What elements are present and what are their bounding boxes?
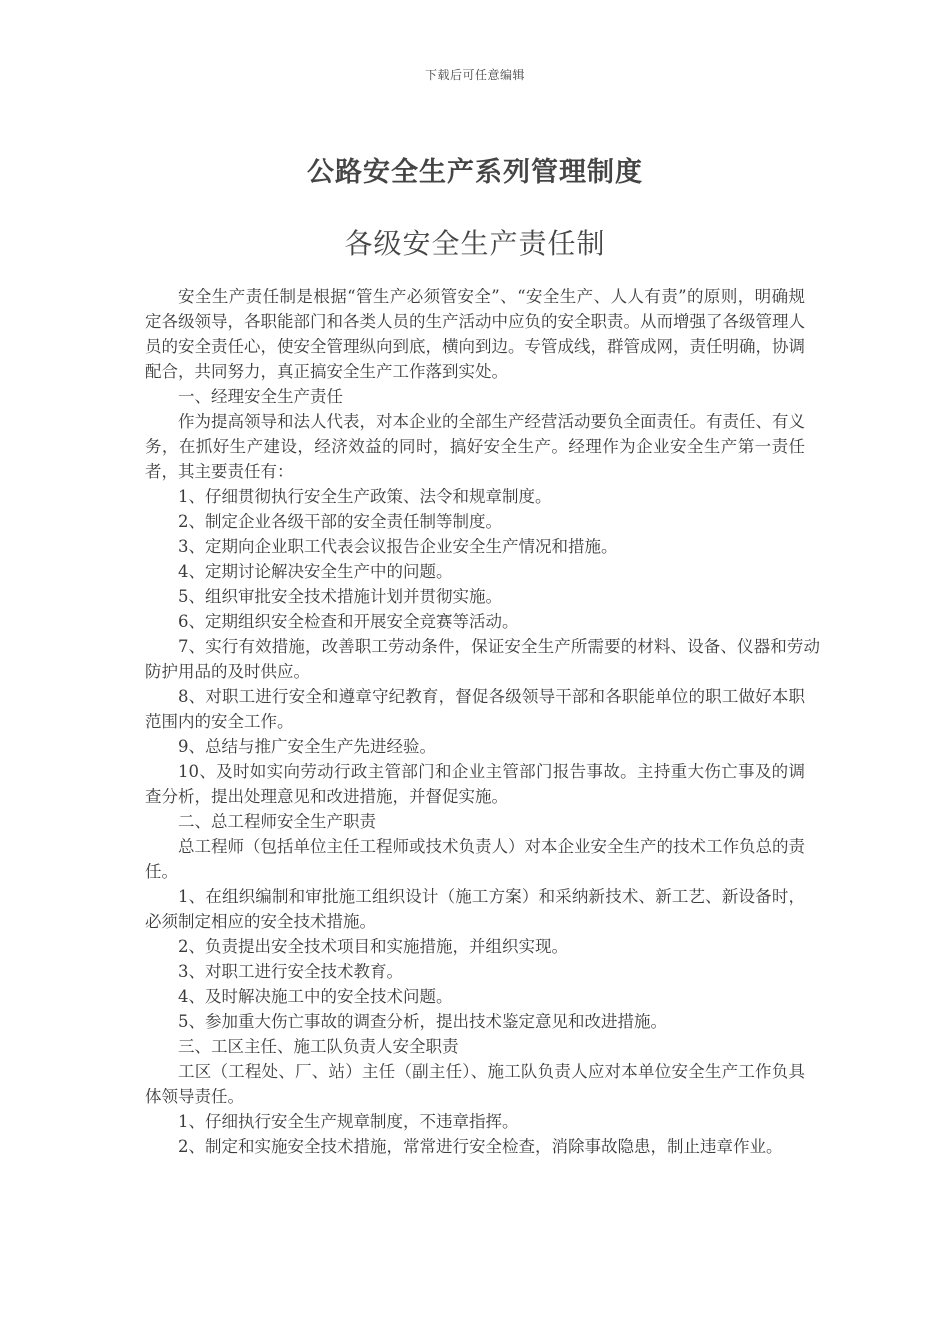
list-item: 5、参加重大伤亡事故的调查分析，提出技术鉴定意见和改进措施。 — [178, 1012, 667, 1031]
document-body — [145, 284, 820, 1159]
list-item: 4、及时解决施工中的安全技术问题。 — [178, 987, 453, 1006]
section-heading-3: 三、工区主任、施工队负责人安全职责 — [178, 1037, 459, 1056]
list-item: 3、定期向企业职工代表会议报告企业安全生产情况和措施。 — [178, 537, 618, 556]
list-item: 2、制定企业各级干部的安全责任制等制度。 — [178, 512, 502, 531]
document-title: 公路安全生产系列管理制度 — [307, 157, 643, 188]
list-item: 1、仔细执行安全生产规章制度，不违章指挥。 — [178, 1112, 519, 1131]
document-subtitle: 各级安全生产责任制 — [344, 227, 606, 260]
list-item: 2、负责提出安全技术项目和实施措施，并组织实现。 — [178, 937, 568, 956]
list-item: 1、在组织编制和审批施工组织设计（施工方案）和采纳新技术、新工艺、新设备时，必须制定相应的安全技术措施。 — [145, 887, 805, 931]
list-item: 8、对职工进行安全和遵章守纪教育，督促各级领导干部和各职能单位的职工做好本职范围内的安全工作。 — [145, 687, 805, 731]
section-heading-2: 二、总工程师安全生产职责 — [178, 812, 376, 831]
header-note: 下载后可任意编辑 — [424, 68, 525, 82]
list-item: 9、总结与推广安全生产先进经验。 — [178, 737, 436, 756]
list-item: 4、定期讨论解决安全生产中的问题。 — [178, 562, 453, 581]
paragraph: 总工程师（包括单位主任工程师或技术负责人）对本企业安全生产的技术工作负总的责任。 — [145, 837, 805, 881]
list-item: 10、及时如实向劳动行政主管部门和企业主管部门报告事故。主持重大伤亡事及的调查分析，提出处理意见和改进措施，并督促实施。 — [145, 762, 805, 806]
paragraph: 作为提高领导和法人代表，对本企业的全部生产经营活动要负全面责任。有责任、有义务，在抓好生产建设，经济效益的同时，搞好安全生产。经理作为企业安全生产第一责任者，其主要责任有： — [145, 412, 805, 481]
list-item: 2、制定和实施安全技术措施，常常进行安全检查，消除事故隐患，制止违章作业。 — [178, 1137, 783, 1156]
section-heading-1: 一、经理安全生产责任 — [178, 387, 343, 406]
list-item: 6、定期组织安全检查和开展安全竞赛等活动。 — [178, 612, 519, 631]
paragraph: 工区（工程处、厂、站）主任（副主任）、施工队负责人应对本单位安全生产工作负具体领导责任。 — [145, 1062, 805, 1106]
list-item: 1、仔细贯彻执行安全生产政策、法令和规章制度。 — [178, 487, 552, 506]
list-item: 3、对职工进行安全技术教育。 — [178, 962, 403, 981]
paragraph-intro: 安全生产责任制是根据“管生产必须管安全”、“安全生产、人人有责”的原则，明确规定各级领导，各职能部门和各类人员的生产活动中应负的安全职责。从而增强了各级管理人员的安全责任心，使安全管理纵向到底，横向到边。专管成线，群管成网，责任明确，协调配合，共同努力，真正搞安全生产工作落到实处。 — [145, 287, 805, 381]
list-item: 7、实行有效措施，改善职工劳动条件，保证安全生产所需要的材料、设备、仪器和劳动防护用品的及时供应。 — [145, 637, 820, 681]
list-item: 5、组织审批安全技术措施计划并贯彻实施。 — [178, 587, 502, 606]
